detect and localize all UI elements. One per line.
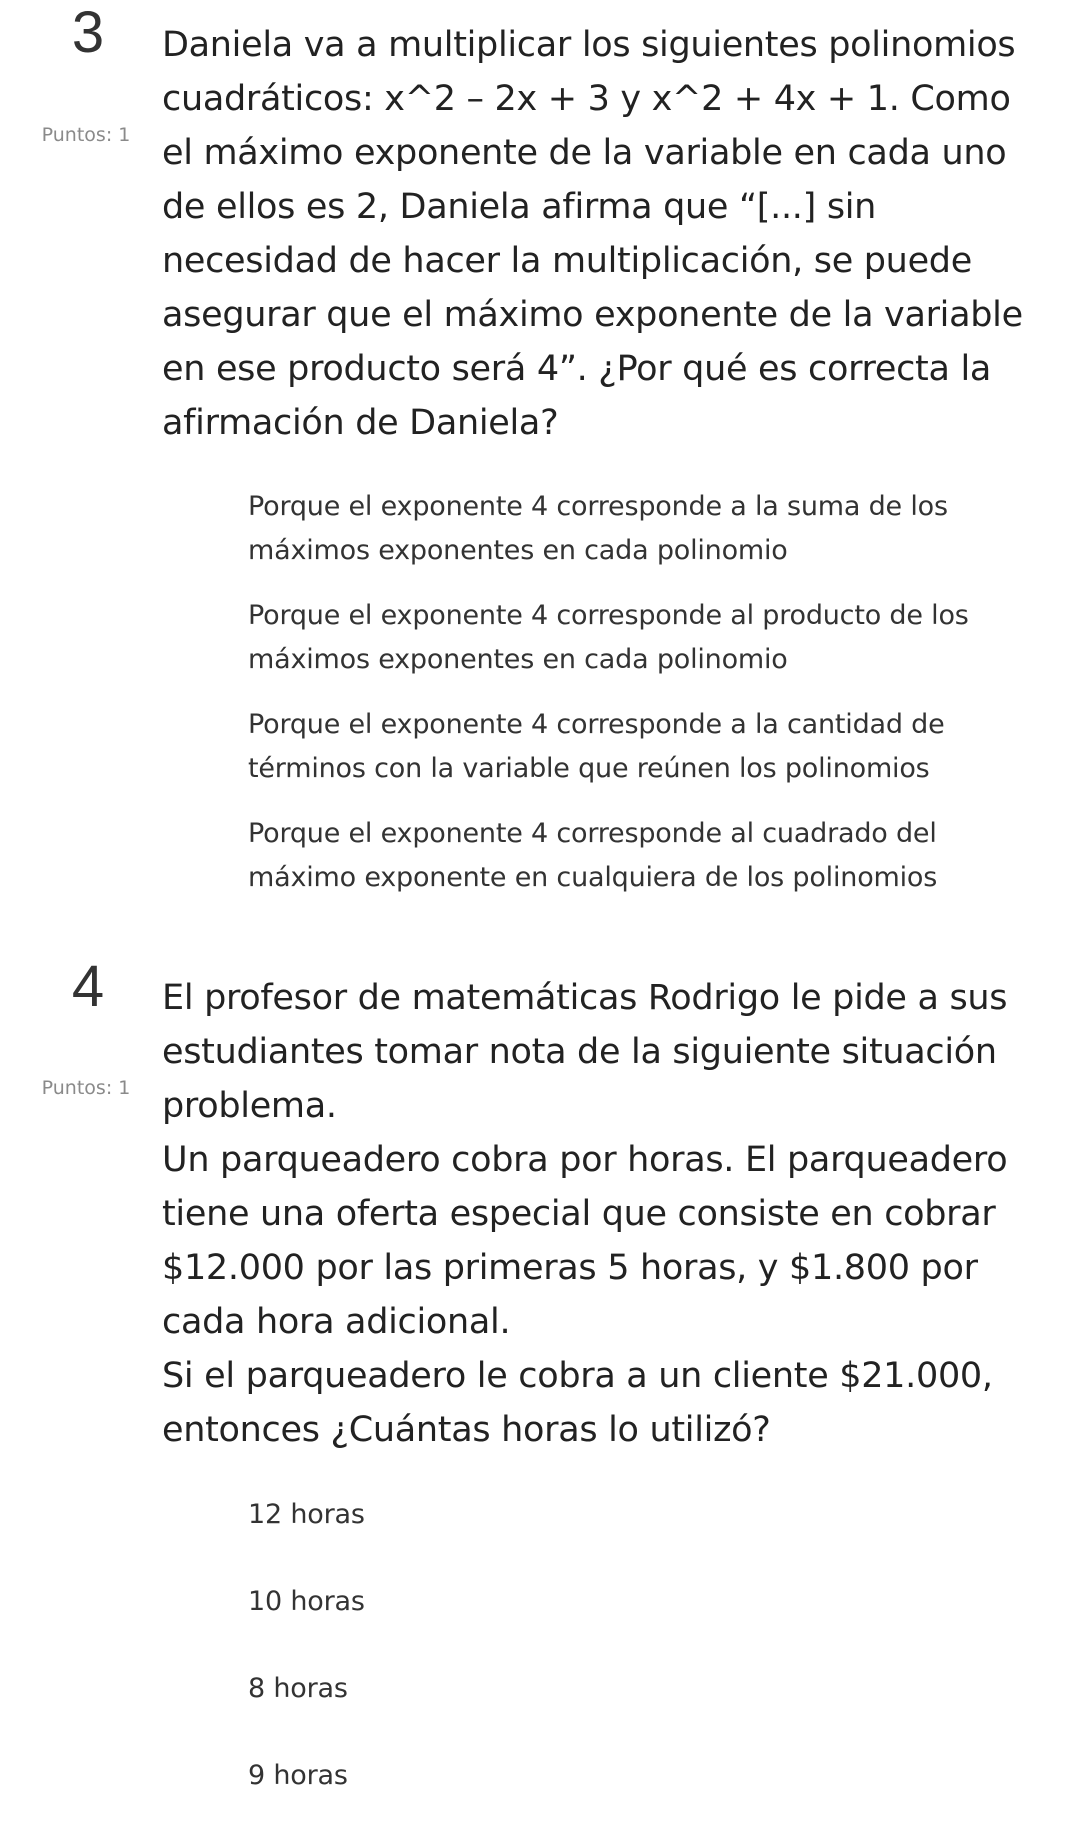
question-text-paragraph: El profesor de matemáticas Rodrigo le pide a sus estudiantes tomar nota de la siguiente situación problema.: [162, 978, 1008, 1126]
question-text-paragraph: Un parqueadero cobra por horas. El parqueadero tiene una oferta especial que consiste en cobrar $12.000 por las primeras 5 horas, y $1.800 por cada hora adicional.: [162, 1140, 1008, 1342]
question-number: 3: [71, 0, 105, 65]
answer-option-d[interactable]: 9 horas: [248, 1760, 348, 1791]
answer-option-b[interactable]: 10 horas: [248, 1586, 365, 1617]
question-text: [162, 971, 1052, 1457]
question-text-paragraph: Daniela va a multiplicar los siguientes polinomios cuadráticos: x^2 – 2x + 3 y x^2 + 4x + 1. Como el máximo exponente de la variable en cada uno de ellos es 2, Daniela afirma que “[...] sin necesidad de hacer la multiplicación, se puede asegurar que el máximo exponente de la variable en ese producto será 4”. ¿Por qué es correcta la afirmación de Daniela?: [162, 25, 1023, 443]
question-points: Puntos: 1: [41, 1077, 131, 1099]
question-number: 4: [71, 954, 105, 1019]
answer-option-c[interactable]: 8 horas: [248, 1673, 348, 1704]
answer-options: [248, 1493, 1028, 1841]
answer-option-a[interactable]: 12 horas: [248, 1499, 365, 1530]
question-points: Puntos: 1: [41, 124, 131, 146]
answer-option-c[interactable]: Porque el exponente 4 corresponde a la cantidad de términos con la variable que reúnen los polinomios: [248, 709, 945, 784]
question-text: [162, 18, 1052, 450]
answer-option-b[interactable]: Porque el exponente 4 corresponde al producto de los máximos exponentes en cada polinomio: [248, 600, 969, 675]
answer-option-d[interactable]: Porque el exponente 4 corresponde al cuadrado del máximo exponente en cualquiera de los polinomios: [248, 818, 938, 893]
answer-options: [248, 485, 1028, 921]
answer-option-a[interactable]: Porque el exponente 4 corresponde a la suma de los máximos exponentes en cada polinomio: [248, 491, 948, 566]
question-text-paragraph: Si el parqueadero le cobra a un cliente $21.000, entonces ¿Cuántas horas lo utilizó?: [162, 1356, 993, 1450]
